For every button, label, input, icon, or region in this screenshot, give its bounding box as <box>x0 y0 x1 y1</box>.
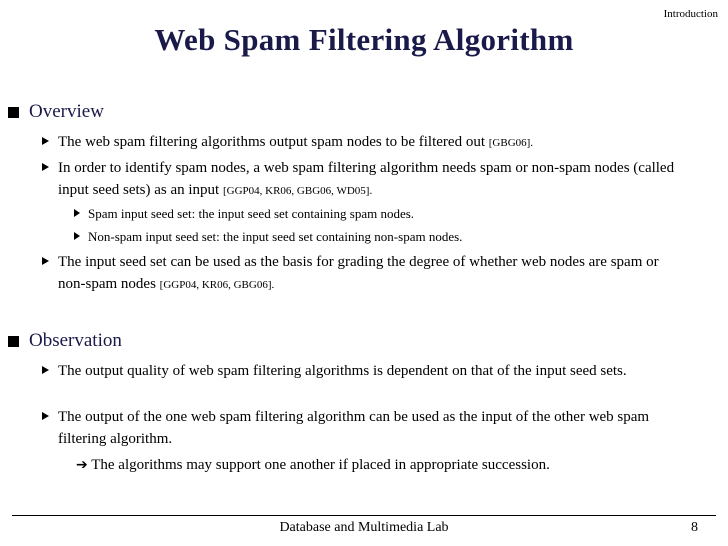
observation-bullet-2-text: The output of the one web spam filtering algorithm can be used as the input of the other web spam filtering algorithm. <box>58 409 650 447</box>
overview-bullet-2-text: In order to identify spam nodes, a web spam filtering algorithm needs spam or non-spam nodes (called input seed sets) as an input <box>58 160 675 198</box>
overview-bullet-1-cite: [GBG06]. <box>488 137 534 149</box>
overview-heading-text: Overview <box>29 101 104 122</box>
triangle-bullet-icon <box>42 137 49 145</box>
overview-bullet-2-cite: [GGP04, KR06, GBG06, WD05]. <box>222 185 373 197</box>
section-label: Introduction <box>663 8 718 20</box>
triangle-bullet-icon <box>42 163 49 171</box>
overview-bullet-1-text: The web spam filtering algorithms output spam nodes to be filtered out <box>58 134 489 150</box>
observation-conclusion <box>76 454 550 476</box>
footer-divider <box>12 515 716 516</box>
overview-heading <box>8 101 104 123</box>
observation-heading <box>8 330 122 352</box>
overview-sub-bullet-1-text: Spam input seed set: the input seed set containing spam nodes. <box>88 206 415 221</box>
overview-bullet-2 <box>58 157 678 202</box>
overview-bullet-3-text: The input seed set can be used as the basis for grading the degree of whether web nodes are spam or non-spam nodes <box>58 254 659 292</box>
overview-bullet-1 <box>58 131 678 154</box>
overview-sub-bullet-2 <box>88 228 688 246</box>
triangle-bullet-icon <box>74 209 80 217</box>
triangle-bullet-icon <box>42 412 49 420</box>
right-arrow-icon: ➔ <box>76 457 88 473</box>
square-bullet-icon <box>8 336 19 347</box>
observation-heading-text: Observation <box>29 330 122 351</box>
square-bullet-icon <box>8 107 19 118</box>
overview-bullet-3 <box>58 251 678 296</box>
overview-sub-bullet-2-text: Non-spam input seed set: the input seed set containing non-spam nodes. <box>88 229 463 244</box>
page-number: 8 <box>691 520 698 535</box>
observation-bullet-1 <box>58 360 678 382</box>
triangle-bullet-icon <box>42 257 49 265</box>
observation-conclusion-text: The algorithms may support one another if placed in appropriate succession. <box>91 457 550 473</box>
overview-sub-bullet-1 <box>88 205 688 223</box>
footer-lab-name: Database and Multimedia Lab <box>279 520 449 535</box>
triangle-bullet-icon <box>42 366 49 374</box>
triangle-bullet-icon <box>74 232 80 240</box>
slide-title: Web Spam Filtering Algorithm <box>154 22 574 57</box>
observation-bullet-2 <box>58 406 678 450</box>
observation-bullet-1-text: The output quality of web spam filtering algorithms is dependent on that of the input seed sets. <box>58 363 627 379</box>
overview-bullet-3-cite: [GGP04, KR06, GBG06]. <box>159 279 275 291</box>
